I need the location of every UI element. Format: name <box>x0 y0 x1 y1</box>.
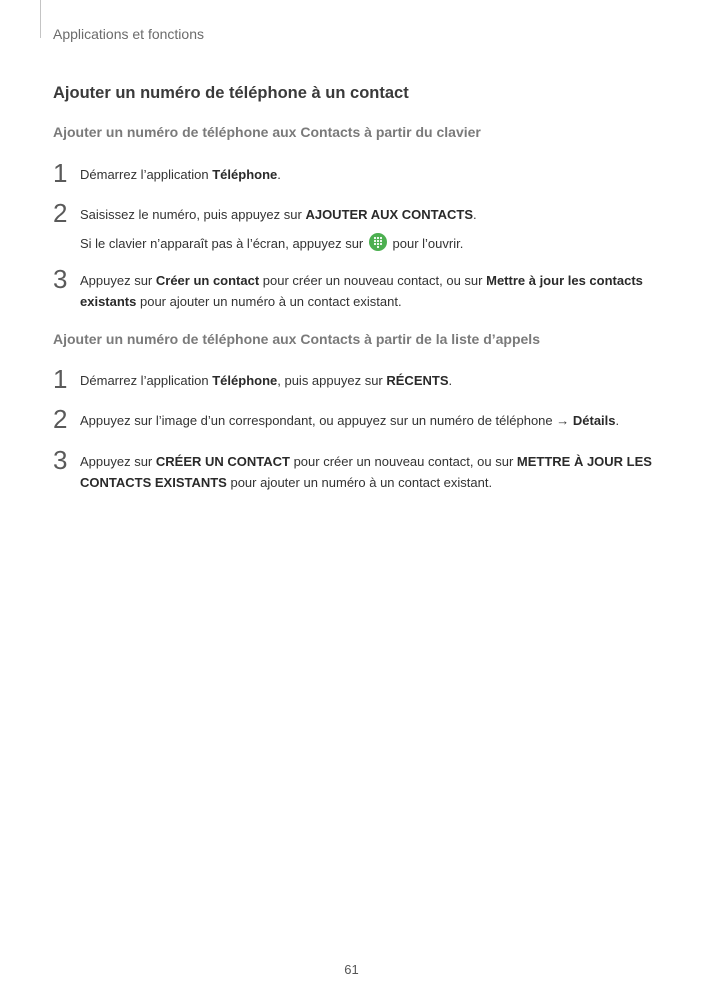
step-number: 1 <box>53 364 68 394</box>
dialpad-icon <box>369 233 387 251</box>
app-name: Téléphone <box>212 167 278 182</box>
page-title: Ajouter un numéro de téléphone à un contact <box>53 84 409 102</box>
step-text: Appuyez sur Créer un contact pour créer un nouveau contact, ou sur Mettre à jour les contacts existants pour ajouter un numéro à un contact existant. <box>80 273 643 309</box>
step-number: 3 <box>53 445 68 475</box>
header-rule <box>40 0 41 38</box>
section-title: Ajouter un numéro de téléphone aux Contacts à partir de la liste d’appels <box>53 331 540 347</box>
step-number: 2 <box>53 404 68 434</box>
step-text: Démarrez l’application Téléphone, puis appuyez sur RÉCENTS. <box>80 373 453 388</box>
step-text: Appuyez sur l’image d’un correspondant, ou appuyez sur un numéro de téléphone → Détails. <box>80 413 620 428</box>
step-note: Si le clavier n’apparaît pas à l’écran, appuyez sur pour l’ouvrir. <box>80 230 463 254</box>
page-number: 61 <box>344 962 359 977</box>
step-number: 2 <box>53 198 68 228</box>
section-title: Ajouter un numéro de téléphone aux Contacts à partir du clavier <box>53 124 481 140</box>
step-number: 3 <box>53 264 68 294</box>
step-text: Saisissez le numéro, puis appuyez sur AJOUTER AUX CONTACTS. <box>80 207 477 222</box>
step-number: 1 <box>53 158 68 188</box>
chapter-header: Applications et fonctions <box>53 26 204 42</box>
button-name: AJOUTER AUX CONTACTS <box>305 207 474 222</box>
step-text: Démarrez l’application Téléphone. <box>80 167 281 182</box>
step-text: Appuyez sur CRÉER UN CONTACT pour créer un nouveau contact, ou sur METTRE À JOUR LES CONTACTS EXISTANTS pour ajouter un numéro à un contact existant. <box>80 454 652 490</box>
